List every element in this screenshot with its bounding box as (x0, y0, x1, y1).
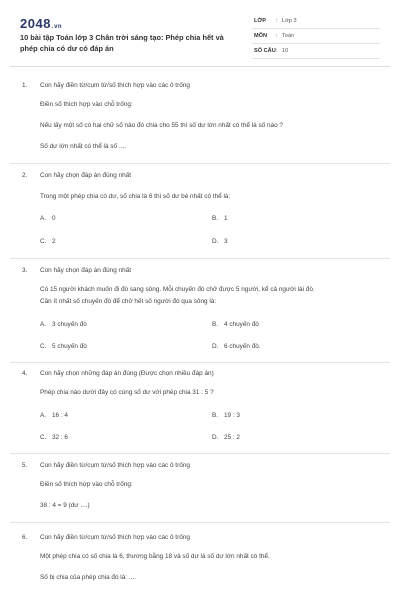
question-fill-blank[interactable]: 38 : 4 = 9 (dư ....) (40, 502, 90, 509)
question-prompt: Con hãy chọn những đáp án đúng (Được chọn nhiều đáp án) (40, 370, 214, 377)
question-line: Cần ít nhất số chuyến đò để chở hết số người đó qua sông là: (40, 298, 217, 305)
question-divider (10, 453, 390, 454)
question-line: Phép chia nào dưới đây có cùng số dư với phép chia 31 : 5 ? (40, 389, 214, 396)
meta-value: Lớp 3 (282, 18, 297, 24)
question-prompt: Con hãy chọn đáp án đúng nhất (40, 172, 131, 179)
answer-option-b[interactable]: B. 1 (212, 215, 228, 222)
question-number: 4. (22, 370, 28, 377)
answer-option-a[interactable]: A. 0 (40, 215, 56, 222)
question-divider (10, 163, 390, 164)
question-prompt: Con hãy điền từ/cụm từ/số thích hợp vào các ô trống (40, 534, 190, 541)
question-number: 6. (22, 534, 28, 541)
meta-table (252, 14, 380, 59)
question-divider (10, 522, 390, 523)
header-divider (10, 66, 390, 67)
answer-option-b[interactable]: B. 4 chuyến đò (212, 321, 259, 328)
answer-option-d[interactable]: D. 3 (212, 238, 228, 245)
question-line: Có 15 người khách muốn đi đò sang sông. Mỗi chuyến đò chở được 5 người, kể cả người lái đò. (40, 286, 315, 293)
question-divider (10, 362, 390, 363)
meta-row-count: SỐ CÂU : 10 (252, 44, 380, 59)
question-line: Số dư lớn nhất có thể là số .... (40, 143, 126, 150)
question-prompt: Con hãy điền từ/cụm từ/số thích hợp vào các ô trống (40, 82, 190, 89)
question-prompt: Con hãy chọn đáp án đúng nhất (40, 267, 131, 274)
answer-option-b[interactable]: B. 19 : 3 (212, 412, 240, 419)
logo-text: 2048 (20, 16, 51, 31)
question-line: Điền số thích hợp vào chỗ trống: (40, 481, 133, 488)
answer-option-c[interactable]: C. 32 : 6 (40, 434, 68, 441)
question-number: 1. (22, 82, 28, 89)
question-fill-blank[interactable]: Số bị chia của phép chia đó là: .... (40, 574, 136, 581)
question-line: Nếu lấy một số có hai chữ số nào đó chia cho 55 thì số dư lớn nhất có thể là số nào ? (40, 122, 283, 129)
meta-value: Toán (282, 33, 295, 39)
answer-option-c[interactable]: C. 2 (40, 238, 56, 245)
meta-value: 10 (282, 48, 289, 54)
answer-option-d[interactable]: D. 6 chuyến đò. (212, 343, 261, 350)
question-number: 2. (22, 172, 28, 179)
answer-option-a[interactable]: A. 16 : 4 (40, 412, 68, 419)
meta-key: LỚP (254, 18, 266, 24)
document-title: 10 bài tập Toán lớp 3 Chân trời sáng tạo: Phép chia hết và phép chia có dư có đáp án (20, 33, 224, 53)
question-number: 5. (22, 462, 28, 469)
answer-option-a[interactable]: A. 3 chuyến đò (40, 321, 87, 328)
meta-key: SỐ CÂU (254, 48, 276, 54)
question-divider (10, 258, 390, 259)
question-line: Điền số thích hợp vào chỗ trống: (40, 101, 133, 108)
question-number: 3. (22, 267, 28, 274)
question-line: Trong một phép chia có dư, số chia là 6 thì số dư bé nhất có thể là: (40, 193, 231, 200)
answer-option-c[interactable]: C. 5 chuyến đò (40, 343, 87, 350)
meta-row-subject: MÔN : Toán (252, 29, 380, 44)
meta-row-grade: LỚP : Lớp 3 (252, 14, 380, 29)
site-logo[interactable] (20, 16, 62, 31)
question-prompt: Con hãy điền từ/cụm từ/số thích hợp vào các ô trống (40, 462, 190, 469)
meta-key: MÔN (254, 33, 268, 39)
answer-option-d[interactable]: D. 25 : 2 (212, 434, 240, 441)
question-line: Một phép chia có số chia là 6, thương bằng 18 và số dư là số dư lớn nhất có thể. (40, 553, 270, 560)
logo-domain: .vn (51, 24, 63, 30)
